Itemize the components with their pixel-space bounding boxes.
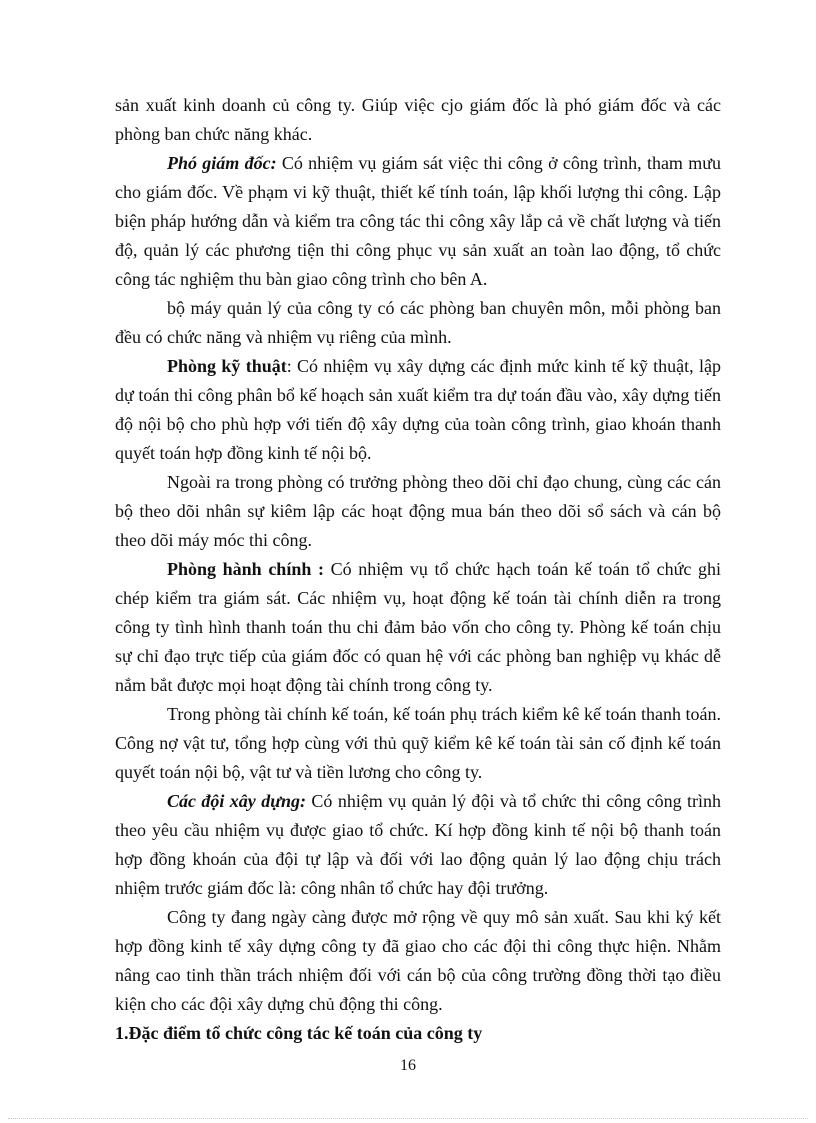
paragraph-lead: Phòng kỹ thuật — [167, 356, 287, 376]
paragraph-text: Ngoài ra trong phòng có trưởng phòng theo dõi chỉ đạo chung, cùng các cán bộ theo dõi nhân sự kiêm lập các hoạt động mua bán theo dõi sổ sách và cán bộ theo dõi máy móc thi công. — [115, 472, 721, 550]
paragraph-technical-dept — [115, 352, 721, 468]
paragraph-text: : Có nhiệm vụ xây dựng các định mức kinh tế kỹ thuật, lập dự toán thi công phân bổ kế hoạch sản xuất kiểm tra dự toán đầu vào, xây dựng tiến độ nội bộ cho phù hợp với tiến độ xây dựng của toàn công trình, giao khoán thanh quyết toán hợp đồng kinh tế nội bộ. — [115, 356, 721, 463]
paragraph-finance-dept — [115, 700, 721, 787]
paragraph-lead: Các đội xây dựng: — [167, 791, 306, 811]
page-number: 16 — [400, 1057, 416, 1074]
paragraph-expansion — [115, 903, 721, 1019]
paragraph-management — [115, 294, 721, 352]
paragraph-text: Trong phòng tài chính kế toán, kế toán phụ trách kiểm kê kế toán thanh toán. Công nợ vật tư, tổng hợp cùng với thủ quỹ kiểm kê kế toán tài sản cố định kế toán quyết toán nội bộ, vật tư và tiền lương cho công ty. — [115, 704, 721, 782]
paragraph-lead: Phòng hành chính : — [167, 559, 324, 579]
paragraph-text: sản xuất kinh doanh củ công ty. Giúp việc cjo giám đốc là phó giám đốc và các phòng ban chức năng khác. — [115, 95, 721, 144]
section-heading: 1.Đặc điểm tổ chức công tác kế toán của công ty — [115, 1023, 483, 1043]
body-text — [115, 91, 721, 1048]
paragraph-intro — [115, 91, 721, 149]
page-bottom-divider — [8, 1118, 808, 1119]
paragraph-text: Có nhiệm vụ quản lý đội và tổ chức thi công công trình theo yêu cầu nhiệm vụ được giao tổ chức. Kí hợp đồng kinh tế nội bộ thanh toán hợp đồng khoán của đội tự lập và đối với lao động quản lý lao động chịu trách nhiệm trước giám đốc là: công nhân tổ chức hay đội trưởng. — [115, 791, 721, 898]
paragraph-construction-teams — [115, 787, 721, 903]
paragraph-text: Công ty đang ngày càng được mở rộng về quy mô sản xuất. Sau khi ký kết hợp đồng kinh tế xây dựng công ty đã giao cho các đội thi công thực hiện. Nhằm nâng cao tinh thần trách nhiệm đối với cán bộ của công trường đồng thời tạo điều kiện cho các đội xây dựng chủ động thi công. — [115, 907, 721, 1014]
paragraph-admin-dept — [115, 555, 721, 700]
paragraph-lead: Phó giám đốc: — [167, 153, 277, 173]
paragraph-deputy-director — [115, 149, 721, 294]
paragraph-text: Có nhiệm vụ tổ chức hạch toán kế toán tổ chức ghi chép kiểm tra giám sát. Các nhiệm vụ, hoạt động kế toán tài chính diễn ra trong công ty tình hình thanh toán thu chi đảm bảo vốn cho công ty. Phòng kế toán chịu sự chỉ đạo trực tiếp của giám đốc có quan hệ với các phòng ban nghiệp vụ khác dễ nắm bắt được mọi hoạt động tài chính trong công ty. — [115, 559, 721, 695]
paragraph-text: bộ máy quản lý của công ty có các phòng ban chuyên môn, mỗi phòng ban đều có chức năng và nhiệm vụ riêng của mình. — [115, 298, 721, 347]
paragraph-text: Có nhiệm vụ giám sát việc thi công ở công trình, tham mưu cho giám đốc. Về phạm vi kỹ thuật, thiết kế tính toán, lập khối lượng thi công. Lập biện pháp hướng dẫn và kiểm tra công tác thi công xây lắp cả về chất lượng và tiến độ, quản lý các phương tiện thi công phục vụ sản xuất an toàn lao động, tổ chức công tác nghiệm thu bàn giao công trình cho bên A. — [115, 153, 721, 289]
paragraph-dept-staff — [115, 468, 721, 555]
